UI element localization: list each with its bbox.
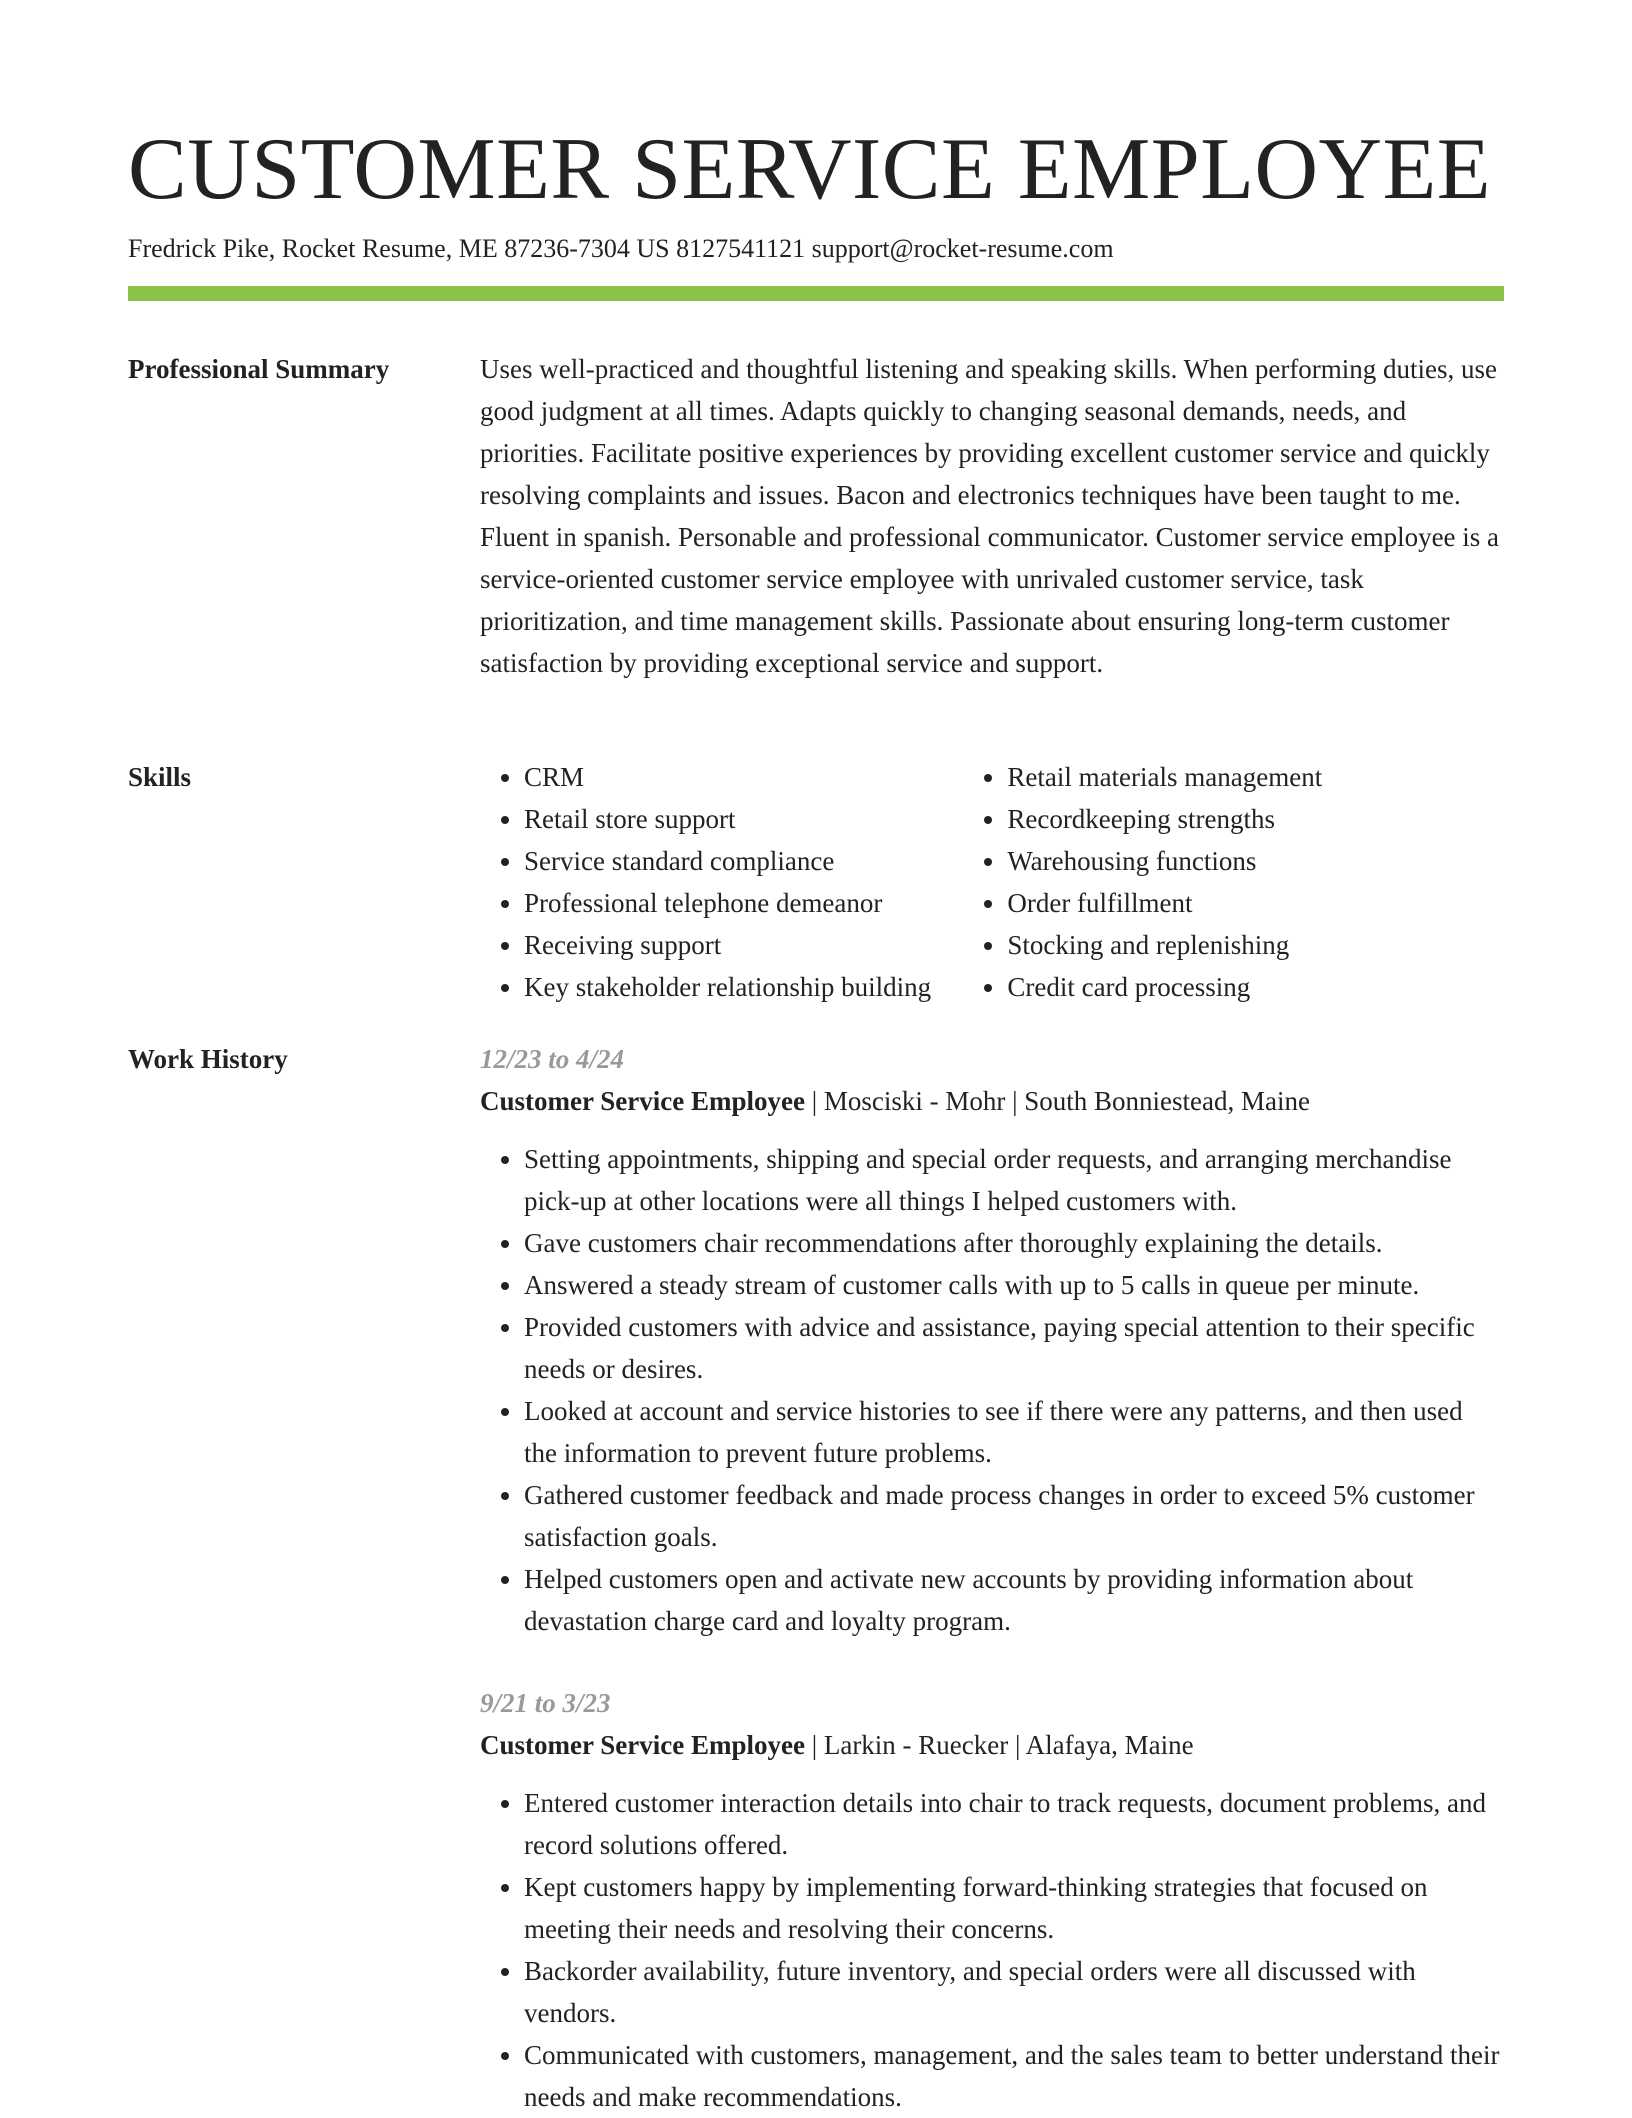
job-entry (480, 1682, 1504, 2118)
work-history-heading: Work History (128, 1044, 288, 1074)
job-bullet: • Kept customers happy by implementing forward-thinking strategies that focused on meeting their needs and resolving their concerns. (524, 1866, 1504, 1950)
resume-title: CUSTOMER SERVICE EMPLOYEE (128, 121, 1492, 218)
skills-body (480, 756, 1504, 1008)
job-bullet-list (480, 1138, 1504, 1642)
contact-info: Fredrick Pike, Rocket Resume, ME 87236-7304 US 8127541121 support@rocket-resume.com (128, 234, 1114, 263)
skills-list-right (963, 756, 1504, 1008)
job-bullet: • Gathered customer feedback and made process changes in order to exceed 5% customer satisfaction goals. (524, 1474, 1504, 1558)
job-title: Customer Service Employee (480, 1086, 805, 1116)
job-details: | Mosciski - Mohr | South Bonniestead, Maine (804, 1086, 1310, 1116)
job-heading (480, 1724, 1504, 1766)
skill-item: • Retail materials management (1007, 756, 1504, 798)
job-bullet: • Helped customers open and activate new accounts by providing information about devastation charge card and loyalty program. (524, 1558, 1504, 1642)
job-bullet: • Communicated with customers, management, and the sales team to better understand their needs and make recommendations. (524, 2034, 1504, 2118)
job-bullet: • Answered a steady stream of customer calls with up to 5 calls in queue per minute. (524, 1264, 1504, 1306)
job-bullet: • Looked at account and service histories to see if there were any patterns, and then used the information to prevent future problems. (524, 1390, 1504, 1474)
summary-body (480, 348, 1504, 684)
job-entry (480, 1038, 1504, 1642)
summary-heading: Professional Summary (128, 354, 390, 384)
skill-item: • Key stakeholder relationship building (524, 966, 963, 1008)
work-history-body (480, 1038, 1504, 2118)
header-divider (128, 286, 1504, 301)
job-bullet: • Provided customers with advice and assistance, paying special attention to their specific needs or desires. (524, 1306, 1504, 1390)
skill-item: • CRM (524, 756, 963, 798)
skill-item: • Order fulfillment (1007, 882, 1504, 924)
job-heading (480, 1080, 1504, 1122)
job-bullet-list (480, 1782, 1504, 2118)
skills-list-left (480, 756, 963, 1008)
skill-item: • Credit card processing (1007, 966, 1504, 1008)
skill-item: • Retail store support (524, 798, 963, 840)
summary-text: Uses well-practiced and thoughtful listening and speaking skills. When performing duties, use good judgment at all times. Adapts quickly to changing seasonal demands, needs, and priorities. Facilitate positive experiences by providing excellent customer service and quickly resolving complaints and issues. Bacon and electronics techniques have been taught to me. Fluent in spanish. Personable and professional communicator. Customer service employee is a service-oriented customer service employee with unrivaled customer service, task prioritization, and time management skills. Passionate about ensuring long-term customer satisfaction by providing exceptional service and support. (480, 354, 1500, 678)
job-dates: 9/21 to 3/23 (480, 1688, 611, 1718)
skill-item: • Warehousing functions (1007, 840, 1504, 882)
skill-item: • Professional telephone demeanor (524, 882, 963, 924)
job-dates: 12/23 to 4/24 (480, 1044, 625, 1074)
job-bullet: • Gave customers chair recommendations after thoroughly explaining the details. (524, 1222, 1504, 1264)
skill-item: • Recordkeeping strengths (1007, 798, 1504, 840)
skills-columns (480, 756, 1504, 1008)
job-title: Customer Service Employee (480, 1730, 805, 1760)
skill-item: • Receiving support (524, 924, 963, 966)
skill-item: • Service standard compliance (524, 840, 963, 882)
skill-item: • Stocking and replenishing (1007, 924, 1504, 966)
job-details: | Larkin - Ruecker | Alafaya, Maine (804, 1730, 1194, 1760)
job-bullet: • Setting appointments, shipping and special order requests, and arranging merchandise pick-up at other locations were all things I helped customers with. (524, 1138, 1504, 1222)
job-bullet: • Entered customer interaction details into chair to track requests, document problems, and record solutions offered. (524, 1782, 1504, 1866)
skills-heading: Skills (128, 762, 192, 792)
job-bullet: • Backorder availability, future inventory, and special orders were all discussed with vendors. (524, 1950, 1504, 2034)
